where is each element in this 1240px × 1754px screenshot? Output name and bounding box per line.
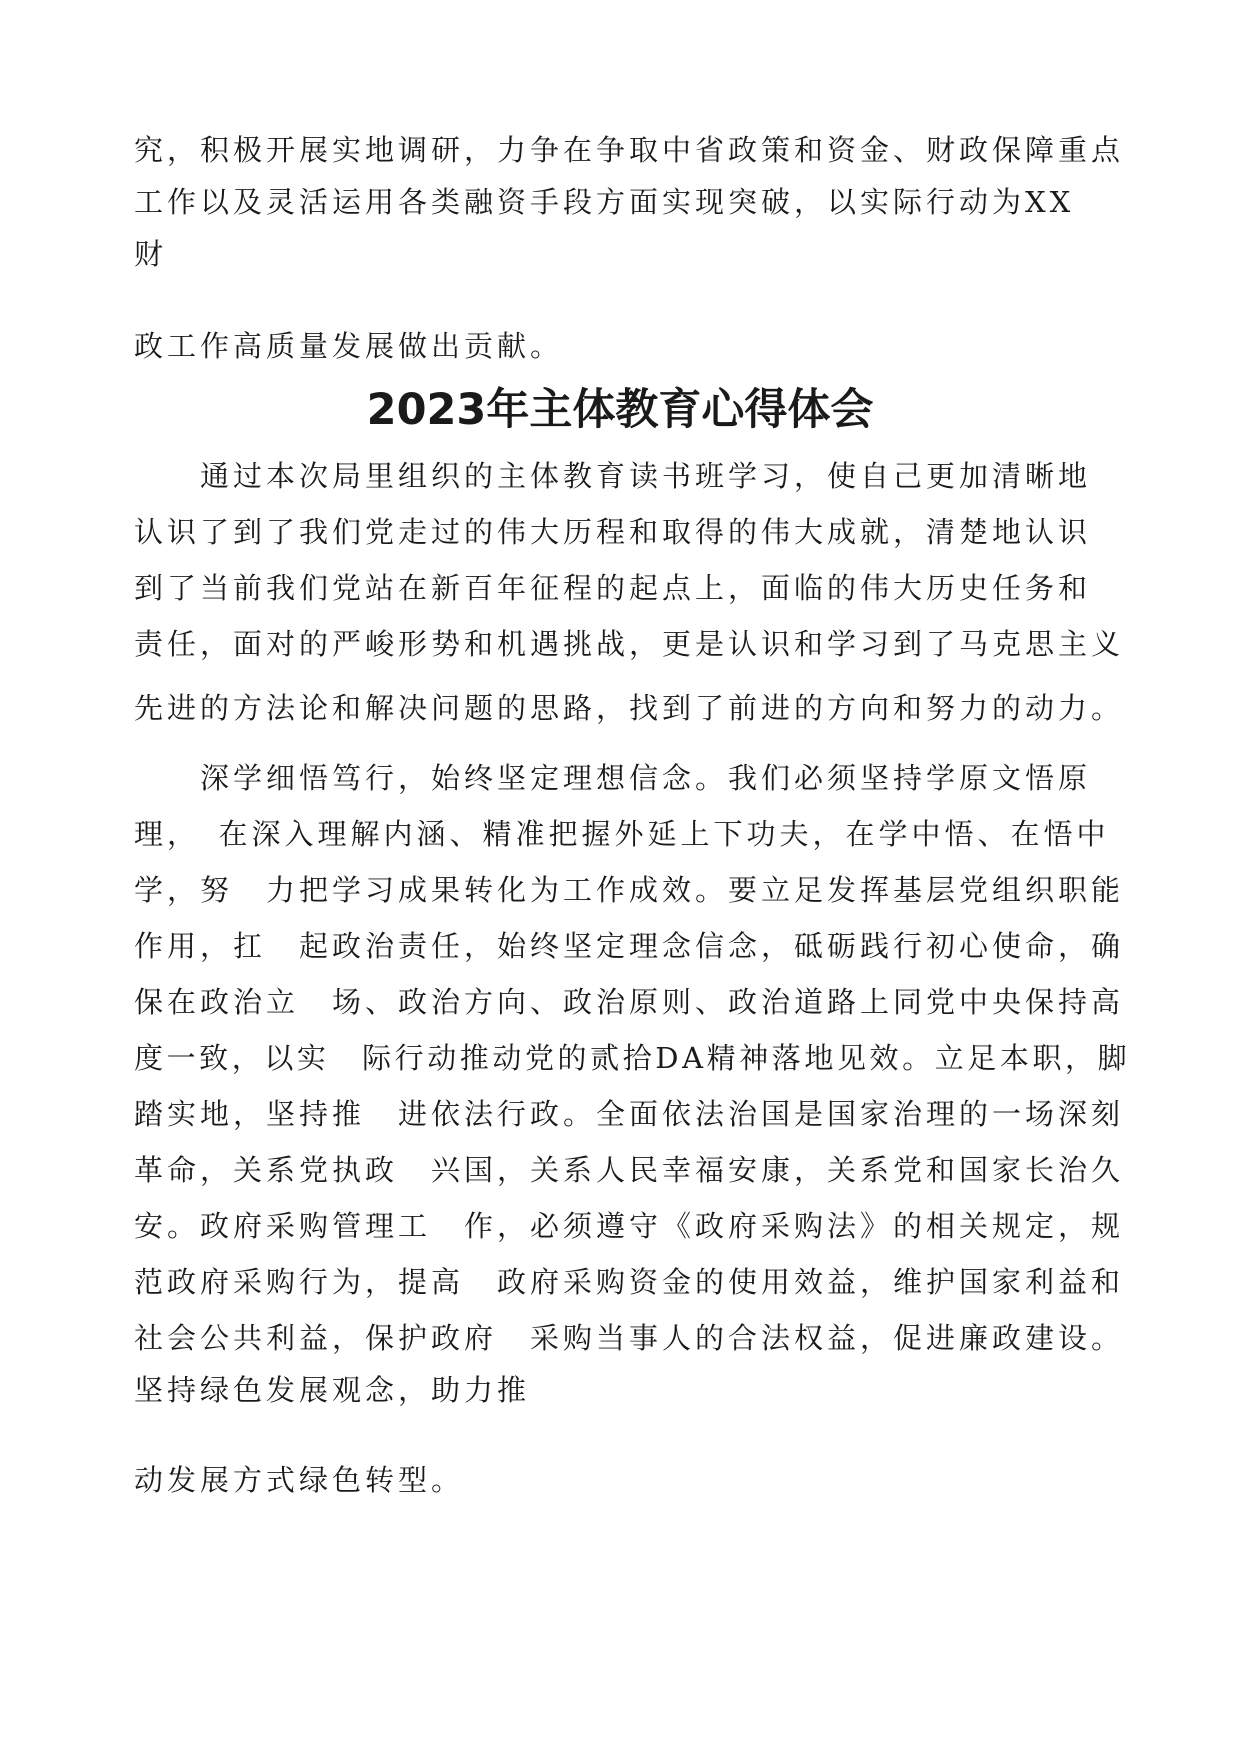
text-line: 学，努 力把学习成果转化为工作成效。要立足发挥基层党组织职能 xyxy=(134,873,1125,907)
text-line: 作用，扛 起政治责任，始终坚定理念信念，砥砺践行初心使命，确 xyxy=(134,929,1125,963)
text-line: 革命，关系党执政 兴国，关系人民幸福安康，关系党和国家长治久 xyxy=(134,1153,1125,1187)
text-line: 政工作高质量发展做出贡献。 xyxy=(134,329,564,363)
text-line: 踏实地，坚持推 进依法行政。全面依法治国是国家治理的一场深刻 xyxy=(134,1097,1125,1131)
text-line: 动发展方式绿色转型。 xyxy=(134,1463,465,1497)
text-line: 认识了到了我们党走过的伟大历程和取得的伟大成就，清楚地认识 xyxy=(134,515,1092,549)
text-line: 通过本次局里组织的主体教育读书班学习，使自己更加清晰地 xyxy=(134,459,1092,493)
text-line: 先进的方法论和解决问题的思路，找到了前进的方向和努力的动力。 xyxy=(134,691,1125,725)
text-line: 理， 在深入理解内涵、精准把握外延上下功夫，在学中悟、在悟中 xyxy=(134,817,1110,851)
text-line: 范政府采购行为，提高 政府采购资金的使用效益，维护国家利益和 xyxy=(134,1265,1125,1299)
text-line: 到了当前我们党站在新百年征程的起点上，面临的伟大历史任务和 xyxy=(134,571,1092,605)
text-line: 究，积极开展实地调研，力争在争取中省政策和资金、财政保障重点 xyxy=(134,133,1125,167)
text-line: 工作以及灵活运用各类融资手段方面实现突破，以实际行动为XX xyxy=(134,185,1075,219)
text-line: 社会公共利益，保护政府 采购当事人的合法权益，促进廉政建设。 xyxy=(134,1321,1125,1355)
text-line: 度一致，以实 际行动推动党的贰拾DA精神落地见效。立足本职，脚 xyxy=(134,1041,1131,1075)
text-line: 安。政府采购管理工 作，必须遵守《政府采购法》的相关规定，规 xyxy=(134,1209,1125,1243)
text-line: 坚持绿色发展观念，助力推 xyxy=(134,1373,531,1407)
text-line: 财 xyxy=(134,237,168,271)
text-line: 深学细悟笃行，始终坚定理想信念。我们必须坚持学原文悟原 xyxy=(134,761,1092,795)
document-title: 2023年主体教育心得体会 xyxy=(366,385,874,435)
text-line: 保在政治立 场、政治方向、政治原则、政治道路上同党中央保持高 xyxy=(134,985,1125,1019)
text-line: 责任，面对的严峻形势和机遇挑战，更是认识和学习到了马克思主义 xyxy=(134,627,1125,661)
